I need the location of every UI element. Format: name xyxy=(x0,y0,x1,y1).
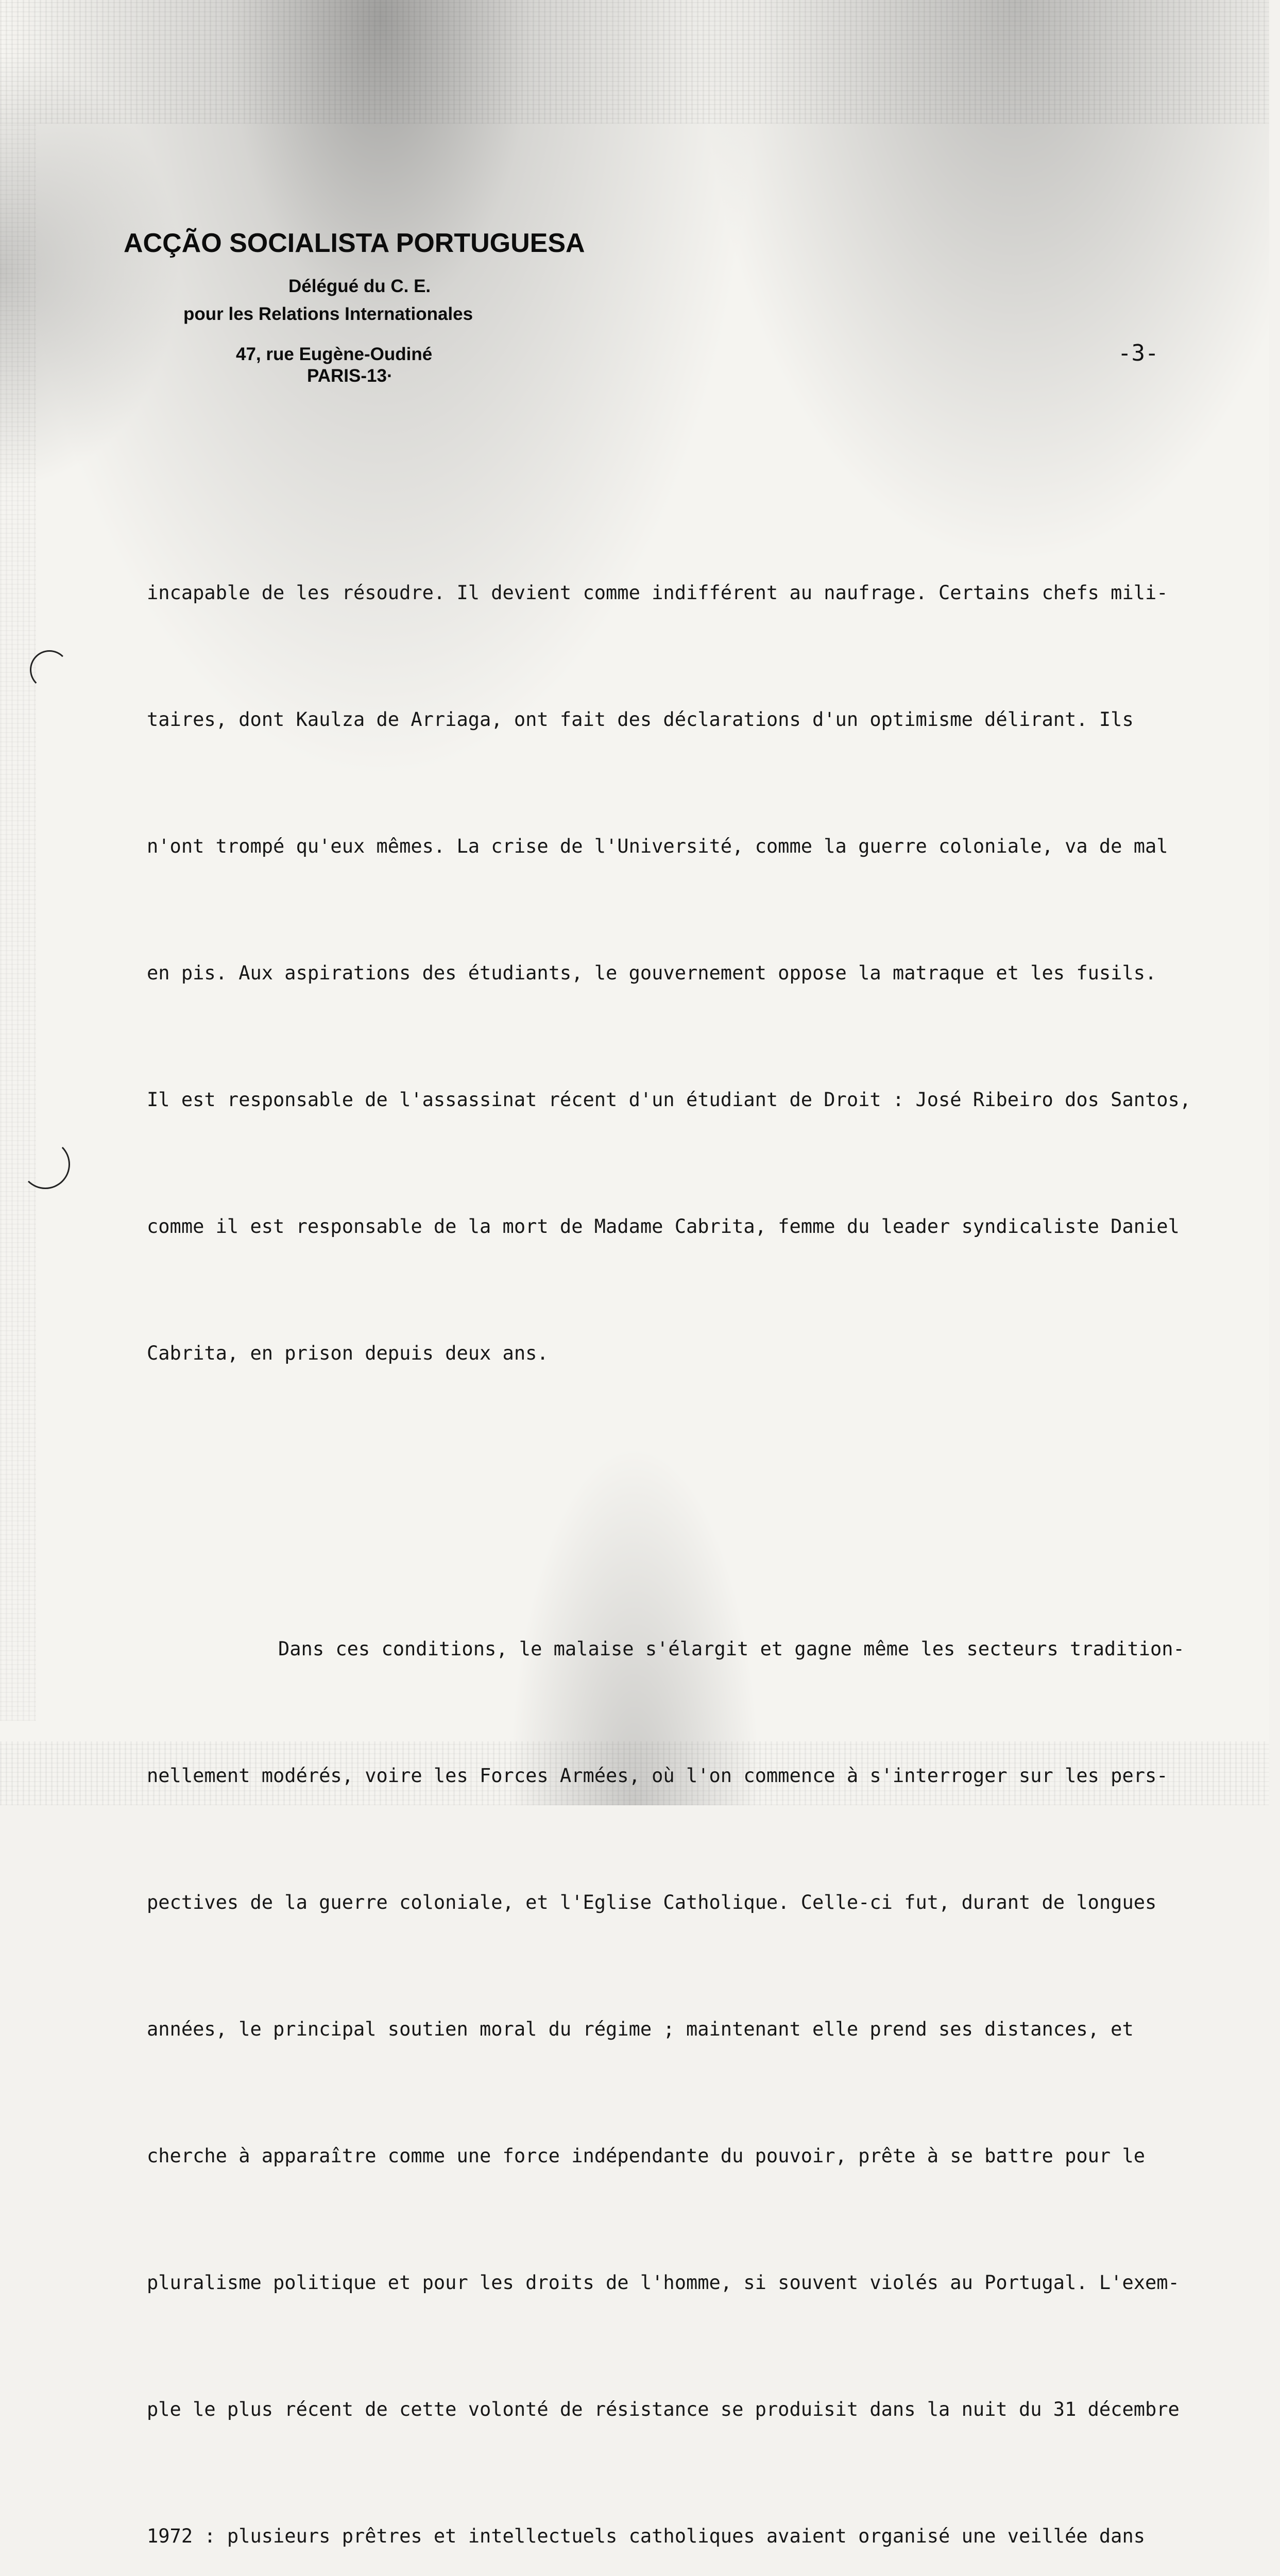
text-line: années, le principal soutien moral du régime ; maintenant elle prend ses distances, et xyxy=(147,2018,1134,2040)
letter-body xyxy=(147,403,1280,2576)
text-line: taires, dont Kaulza de Arriaga, ont fait des déclarations d'un optimisme délirant. Ils xyxy=(147,708,1134,731)
text-line: ple le plus récent de cette volonté de résistance se produisit dans la nuit du 31 décembre xyxy=(147,2398,1180,2420)
letterhead-street: 47, rue Eugène-Oudiné xyxy=(236,344,433,364)
punch-hole-mark-bottom xyxy=(21,1140,70,1189)
text-line: 1972 : plusieurs prêtres et intellectuels catholiques avaient organisé une veillée dans xyxy=(147,2525,1146,2547)
text-line: incapable de les résoudre. Il devient comme indifférent au naufrage. Certains chefs mili- xyxy=(147,582,1168,604)
organization-name: ACÇÃO SOCIALISTA PORTUGUESA xyxy=(124,228,585,258)
text-line: Cabrita, en prison depuis deux ans. xyxy=(147,1342,549,1364)
letterhead-city: PARIS-13· xyxy=(307,366,393,386)
scan-noise-left xyxy=(0,124,36,1721)
scan-noise-top xyxy=(0,0,1269,124)
paragraph-2 xyxy=(147,1544,1280,2576)
page-number: -3- xyxy=(1118,340,1159,366)
punch-hole-mark-top xyxy=(30,650,69,689)
letterhead-delegate: Délégué du C. E. xyxy=(288,276,431,296)
paragraph-1 xyxy=(147,487,1280,1459)
letterhead xyxy=(124,227,585,386)
text-line: en pis. Aux aspirations des étudiants, le gouvernement oppose la matraque et les fusils. xyxy=(147,962,1157,984)
text-line: Il est responsable de l'assassinat récent d'un étudiant de Droit : José Ribeiro dos Santos, xyxy=(147,1089,1191,1111)
text-line: Dans ces conditions, le malaise s'élargit et gagne même les secteurs tradition- xyxy=(278,1638,1185,1660)
text-line: comme il est responsable de la mort de Madame Cabrita, femme du leader syndicaliste Daniel xyxy=(147,1215,1180,1238)
text-line: n'ont trompé qu'eux mêmes. La crise de l'Université, comme la guerre coloniale, va de mal xyxy=(147,835,1168,857)
text-line: pluralisme politique et pour les droits de l'homme, si souvent violés au Portugal. L'exem- xyxy=(147,2272,1180,2294)
text-line: nellement modérés, voire les Forces Armées, où l'on commence à s'interroger sur les pers- xyxy=(147,1765,1168,1787)
text-line: pectives de la guerre coloniale, et l'Eglise Catholique. Celle-ci fut, durant de longues xyxy=(147,1891,1157,1913)
text-line: cherche à apparaître comme une force indépendante du pouvoir, prête à se battre pour le xyxy=(147,2145,1146,2167)
letterhead-department: pour les Relations Internationales xyxy=(183,304,473,324)
